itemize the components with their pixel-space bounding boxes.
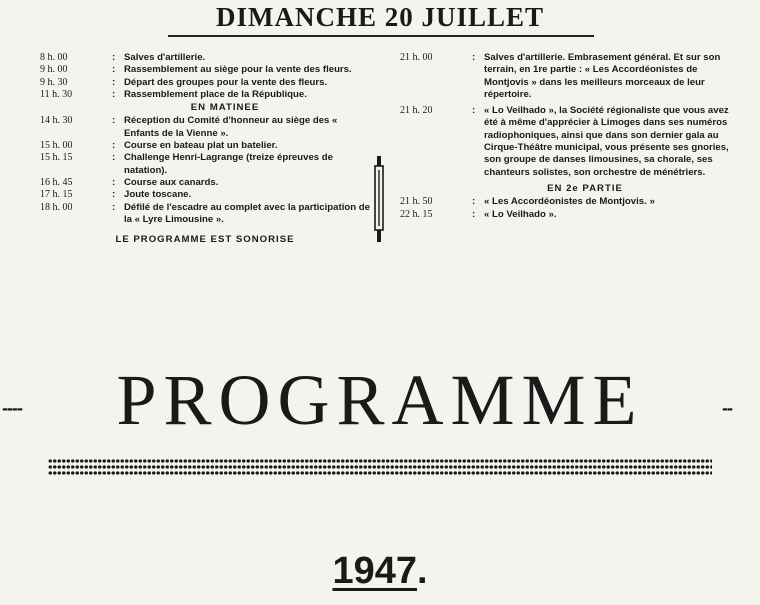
programme-title: PROGRAMME xyxy=(116,360,644,440)
list-item xyxy=(400,105,730,179)
entry-text: Course aux canards. xyxy=(124,176,219,188)
left-column xyxy=(40,52,370,246)
list-item xyxy=(40,202,370,227)
title-rule xyxy=(168,35,594,37)
entry-separator: : xyxy=(472,52,476,63)
list-item xyxy=(40,140,370,152)
entry-separator: : xyxy=(112,52,116,63)
entry-separator: : xyxy=(112,64,116,76)
list-item xyxy=(400,196,730,208)
right-column xyxy=(400,52,730,221)
entry-time: 21 h. 50 xyxy=(400,196,433,208)
entry-time: 21 h. 00 xyxy=(400,52,433,63)
entry-text: Rassemblement place de la République. xyxy=(124,88,307,100)
list-item xyxy=(40,52,370,64)
entry-time: 8 h. 00 xyxy=(40,52,68,63)
entry-separator: : xyxy=(112,140,116,152)
entry-text: « Lo Veilhado ». xyxy=(484,208,557,220)
page-title: DIMANCHE 20 JUILLET xyxy=(215,2,545,32)
entry-separator: : xyxy=(472,208,476,220)
entry-text: Salves d'artillerie. Embrasement général. Et sur son terrain, en 1re partie : « Les Accordéonistes de Montjovis » dans les meilleurs morceaux de leur répertoire. xyxy=(484,52,721,100)
list-item xyxy=(40,152,370,177)
entry-time: 18 h. 00 xyxy=(40,201,73,213)
entry-text: Rassemblement au siège pour la vente des fleurs. xyxy=(124,64,352,76)
list-item xyxy=(40,177,370,189)
list-item xyxy=(40,115,370,140)
sound-notice: LE PROGRAMME EST SONORISE xyxy=(115,234,295,246)
entry-text: « Lo Veilhado », la Société régionaliste que vous avez été à même d'apprécier à Limoges dans ses numéros radiophoniques, ainsi que dans son dernier gala au Cirque-Théâtre municipal, vous présente ses gnories, son groupe de danses limousines, sa chorale, ses chanteurs solistes, son orchestre de ménétriers. xyxy=(484,105,729,178)
entry-time: 14 h. 30 xyxy=(40,115,73,127)
entry-separator: : xyxy=(472,196,476,208)
year-value: 1947 xyxy=(332,550,417,592)
list-item xyxy=(40,189,370,201)
list-item xyxy=(40,89,370,101)
banner-dash-right: -- xyxy=(722,398,732,418)
entry-time: 15 h. 00 xyxy=(40,140,73,152)
entry-text: Salves d'artillerie. xyxy=(124,52,206,63)
entry-text: Course en bateau plat un batelier. xyxy=(124,140,278,152)
entry-time: 16 h. 45 xyxy=(40,176,73,188)
entry-separator: : xyxy=(112,152,116,164)
entry-separator: : xyxy=(112,76,116,88)
entry-time: 9 h. 00 xyxy=(40,64,68,76)
section-heading: EN MATINEE xyxy=(190,102,260,114)
entry-time: 15 h. 15 xyxy=(40,152,73,164)
column-divider-ornament xyxy=(373,156,385,242)
year-label xyxy=(300,548,460,598)
entry-separator: : xyxy=(112,115,116,127)
section-heading: EN 2e PARTIE xyxy=(547,182,623,194)
entry-text: Départ des groupes pour la vente des fleurs. xyxy=(124,76,328,88)
programme-banner xyxy=(0,360,760,440)
entry-time: 9 h. 30 xyxy=(40,76,68,88)
list-item xyxy=(40,64,370,76)
entry-time: 22 h. 15 xyxy=(400,208,433,220)
entry-time: 11 h. 30 xyxy=(40,88,73,100)
dotted-rule xyxy=(48,458,712,476)
list-item xyxy=(40,77,370,89)
list-item xyxy=(400,209,730,221)
entry-separator: : xyxy=(112,189,116,201)
year-suffix: . xyxy=(416,550,428,592)
entry-separator: : xyxy=(112,201,116,213)
entry-time: 17 h. 15 xyxy=(40,189,73,201)
entry-text: Défilé de l'escadre au complet avec la participation de la « Lyre Limousine ». xyxy=(124,201,370,225)
entry-text: Joute toscane. xyxy=(124,189,192,201)
entry-text: Challenge Henri-Lagrange (treize épreuves de natation). xyxy=(124,152,333,176)
entry-separator: : xyxy=(112,88,116,100)
entry-text: Réception du Comité d'honneur au siège des « Enfants de la Vienne ». xyxy=(124,115,338,139)
entry-time: 21 h. 20 xyxy=(400,105,433,117)
entry-separator: : xyxy=(472,105,476,117)
entry-text: « Les Accordéonistes de Montjovis. » xyxy=(484,196,655,208)
list-item xyxy=(400,52,730,101)
banner-dash-left: ---- xyxy=(2,398,22,418)
entry-separator: : xyxy=(112,176,116,188)
